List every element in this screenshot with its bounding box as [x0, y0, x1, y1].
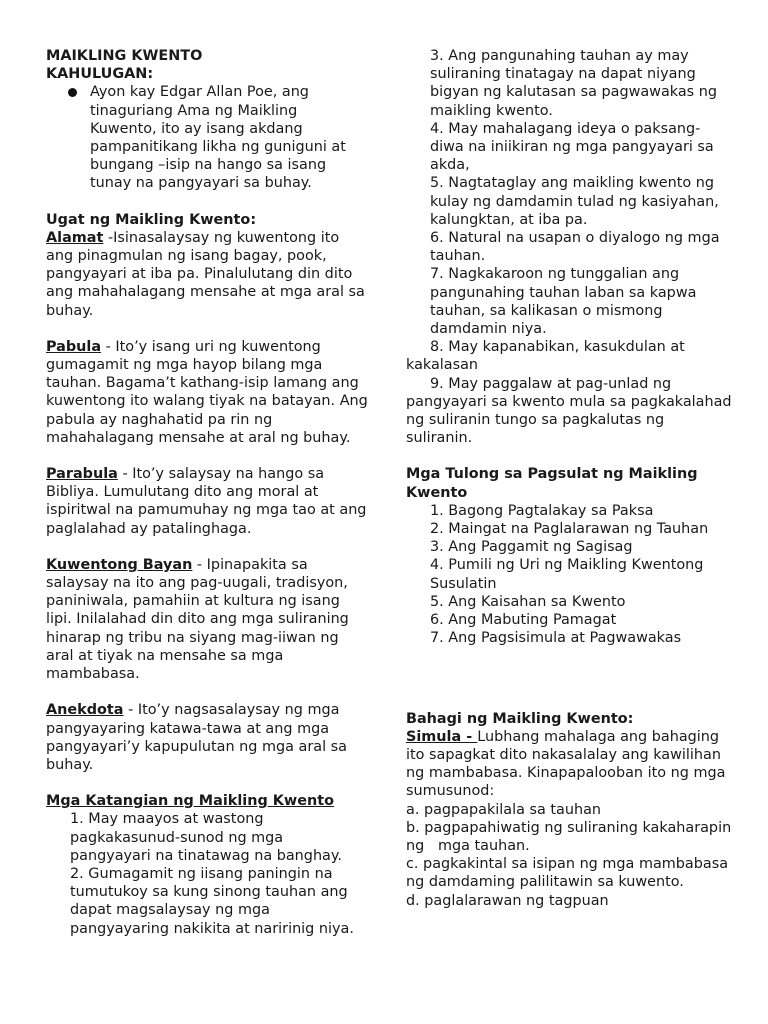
- katangian-heading: Mga Katangian ng Maikling Kwento: [46, 793, 334, 810]
- katangian-item-3: 3. Ang pangunahing tauhan ay may suliraning tinatagay na dapat niyang bigyan ng kalutasan sa pagwawakas ng maikling kwento.: [430, 48, 717, 119]
- kuwentong-bayan-paragraph: [46, 556, 368, 683]
- list-item: 7. Ang Pagsisimula at Pagwawakas: [430, 630, 682, 647]
- katangian-item-1: 1. May maayos at wastong pagkakasunud-sunod ng mga pangyayari na tinatawag na banghay.: [70, 811, 342, 864]
- simula-item-c: c. pagkakintal sa isipan ng mga mambabasa ng damdaming palilitawin sa kuwento.: [406, 856, 729, 891]
- anekdota-text: - Ito’y nagsasalaysay ng mga pangyayaring katawa-tawa at ang mga pangyayari’y kapupulutan ng mga aral sa buhay.: [46, 702, 347, 773]
- simula-item-a: a. pagpapakilala sa tauhan: [406, 801, 602, 818]
- parabula-term: Parabula: [46, 466, 118, 483]
- katangian-item-9: 9. May paggalaw at pag-unlad ng pangyayari sa kwento mula sa pagkakalahad ng suliranin tungo sa pagkalutas ng suliranin.: [406, 375, 732, 447]
- alamat-term: Alamat: [46, 229, 104, 246]
- right-column: [406, 47, 736, 910]
- katangian-item-5: 5. Nagtataglay ang maikling kwento ng kulay ng damdamin tulad ng kasiyahan, kalungktan, at iba pa.: [430, 175, 719, 228]
- anekdota-term: Anekdota: [46, 702, 124, 719]
- simula-item-b: b. pagpapahiwatig ng suliraning kakaharapin ng mga tauhan.: [406, 819, 736, 854]
- left-column: [46, 47, 368, 938]
- parabula-paragraph: [46, 465, 368, 538]
- list-item: 6. Ang Mabuting Pamagat: [430, 612, 617, 629]
- kuwentong-bayan-term: Kuwentong Bayan: [46, 556, 193, 573]
- katangian-item-2: 2. Gumagamit ng iisang paningin na tumutukoy sa kung sinong tauhan ang dapat magsalaysay ng mga pangyayaring nakikita at naririnig niya.: [70, 865, 354, 937]
- kahulugan-heading: KAHULUGAN:: [46, 66, 154, 83]
- pabula-text: - Ito’y isang uri ng kuwentong gumagamit ng mga hayop bilang mga tauhan. Bagama’t kathang-isip lamang ang kuwentong ito walang tiyak na batayan. Ang pabula ay naghahatid pa rin ng mahahalagang mensahe at aral ng buhay.: [46, 338, 368, 446]
- kuwentong-bayan-text: - Ipinapakita sa salaysay na ito ang pag-uugali, tradisyon, paniniwala, pamahiin at kultura ng isang lipi. Inilalahad din dito ang mga suliraning hinarap ng tribu na siyang mag-iiwan ng aral at tiyak na mensahe sa mga mambabasa.: [46, 556, 349, 683]
- pabula-term: Pabula: [46, 338, 102, 355]
- pabula-paragraph: [46, 338, 368, 447]
- alamat-text: -Isinasalaysay ng kuwentong ito ang pinagmulan ng isang bagay, pook, pangyayari at iba pa. Pinalulutang din dito ang mahahalagang mensahe at mga aral sa buhay.: [46, 229, 365, 319]
- katangian-item-7: 7. Nagkakaroon ng tunggalian ang pangunahing tauhan laban sa kapwa tauhan, sa kalikasan o mismong damdamin niya.: [430, 266, 697, 338]
- document-title: MAIKLING KWENTO: [46, 48, 203, 64]
- definition-text: Ayon kay Edgar Allan Poe, ang tinaguriang Ama ng Maikling Kuwento, ito ay isang akdang pampanitikang likha ng guniguni at bungang –isip na hango sa isang tunay na pangyayari sa buhay.: [90, 84, 346, 192]
- list-item: 3. Ang Paggamit ng Sagisag: [430, 539, 633, 556]
- list-item: 1. Bagong Pagtalakay sa Paksa: [430, 502, 654, 519]
- katangian-item-4: 4. May mahalagang ideya o paksang-diwa na iniikiran ng mga pangyayari sa akda,: [430, 120, 714, 174]
- alamat-paragraph: [46, 229, 368, 320]
- parabula-text: - Ito’y salaysay na hango sa Bibliya. Lumulutang dito ang moral at ispiritwal na pamumuhay ng mga tao at ang paglalahad ay patalinghaga.: [46, 466, 367, 537]
- simula-item-d: d. paglalarawan ng tagpuan: [406, 892, 609, 909]
- ugat-heading: Ugat ng Maikling Kwento:: [46, 211, 257, 228]
- definition-bullet: [46, 83, 368, 192]
- bullet-icon: [68, 88, 77, 97]
- anekdota-paragraph: [46, 701, 368, 774]
- katangian-item-8: 8. May kapanabikan, kasukdulan at kakalasan: [406, 339, 685, 374]
- simula-text: Lubhang mahalaga ang bahaging ito sapagkat dito nakasalalay ang kawilihan ng mambabasa. Kinapapalooban ito ng mga sumusunod:: [406, 728, 726, 800]
- simula-term: Simula -: [406, 728, 478, 745]
- katangian-item-6: 6. Natural na usapan o diyalogo ng mga tauhan.: [430, 230, 720, 265]
- simula-paragraph: [406, 728, 732, 801]
- list-item: 2. Maingat na Paglalarawan ng Tauhan: [430, 521, 709, 538]
- bahagi-heading: Bahagi ng Maikling Kwento:: [406, 710, 634, 727]
- tulong-list: [406, 502, 732, 648]
- list-item: 4. Pumili ng Uri ng Maikling Kwentong Susulatin: [430, 557, 704, 592]
- tulong-heading: Mga Tulong sa Pagsulat ng Maikling Kwento: [406, 466, 698, 501]
- list-item: 5. Ang Kaisahan sa Kwento: [430, 593, 626, 610]
